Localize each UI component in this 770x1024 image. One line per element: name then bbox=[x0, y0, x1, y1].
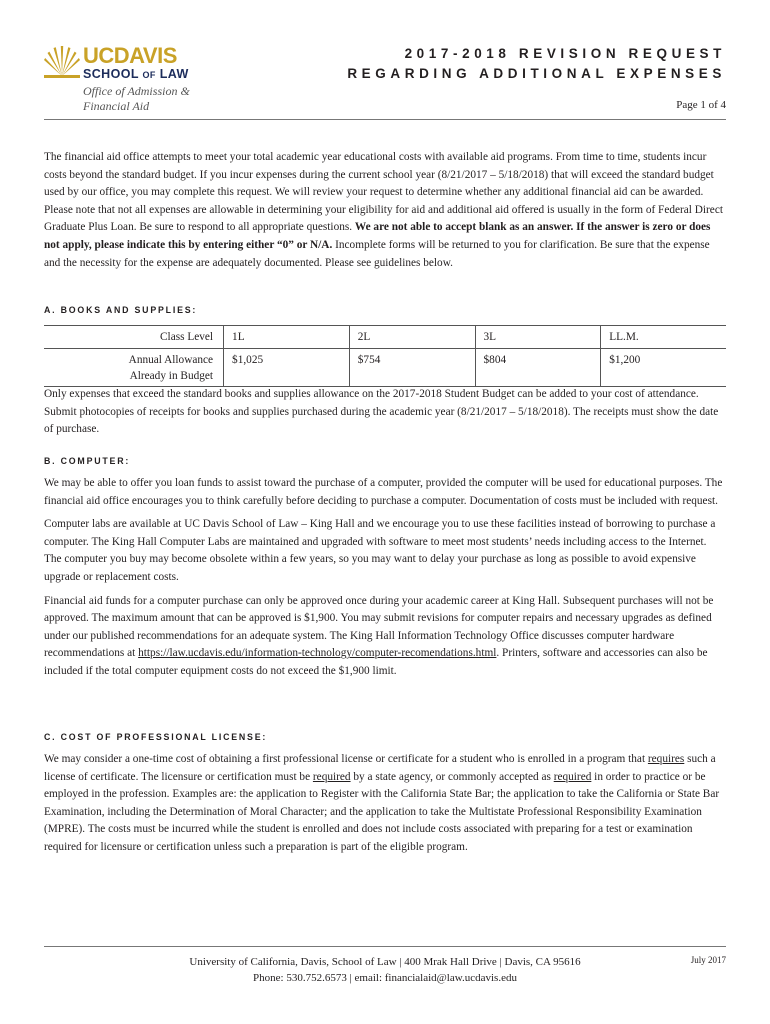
logo-school-of-law-text bbox=[83, 67, 189, 82]
logo-ucdavis-text: UCDAVIS bbox=[83, 43, 177, 68]
license-paragraph bbox=[44, 751, 726, 857]
logo-law-word: LAW bbox=[159, 67, 189, 81]
computer-section bbox=[44, 475, 726, 681]
license-underline-required-1: required bbox=[312, 770, 351, 783]
table-row bbox=[44, 326, 726, 349]
title-line-2: REGARDING ADDITIONAL EXPENSES bbox=[347, 66, 726, 81]
computer-paragraph-3b: . Printers, software and accessories can also be included if the total computer equipment costs do not exceed the $1,900 limit. bbox=[44, 647, 708, 677]
license-text-2: such a license of certificate. The licensure or certification must be bbox=[44, 753, 716, 783]
books-heading: A. BOOKS AND SUPPLIES: bbox=[44, 305, 198, 315]
logo-school-word: SCHOOL bbox=[83, 67, 139, 81]
sunburst-icon bbox=[44, 42, 80, 78]
level-2l: 2L bbox=[349, 326, 475, 349]
license-heading: C. COST OF PROFESSIONAL LICENSE: bbox=[44, 732, 268, 742]
footer-date: July 2017 bbox=[690, 955, 726, 965]
license-section bbox=[44, 751, 726, 857]
level-llm: LL.M. bbox=[601, 326, 726, 349]
license-text-1: We may consider a one-time cost of obtaining a first professional license or certificate for a student who is enrolled in a program that bbox=[44, 753, 648, 765]
table-row bbox=[44, 349, 726, 387]
computer-paragraph-3 bbox=[44, 593, 726, 681]
footer-address: University of California, Davis, School of Law | 400 Mrak Hall Drive | Davis, CA 95616 bbox=[189, 956, 581, 968]
allowance-label-line-1: Annual Allowance bbox=[128, 354, 214, 366]
books-allowance-table bbox=[44, 325, 726, 387]
document-title bbox=[347, 44, 726, 84]
level-1l: 1L bbox=[224, 326, 350, 349]
allowance-label-line-2: Already in Budget bbox=[129, 370, 214, 382]
header-divider bbox=[44, 119, 726, 120]
footer-divider bbox=[44, 946, 726, 947]
logo-of-word: OF bbox=[142, 70, 156, 80]
license-underline-requires: requires bbox=[647, 753, 685, 765]
level-3l: 3L bbox=[475, 326, 601, 349]
license-underline-required-2: required bbox=[553, 770, 592, 783]
computer-recommendations-link[interactable]: https://law.ucdavis.edu/information-technology/computer-recomendations.html bbox=[138, 647, 497, 660]
intro-text: The financial aid office attempts to meet your total academic year educational costs with available aid programs. From time to time, students incur costs beyond the standard budget. If you incur expenses during the current school year (8/21/2017 – 5/18/2018) that will exceed the standard budget used by our office, you may complete this request. We will review your request to determine whether any additional financial aid can be awarded. Please note that not all expenses are allowable in determining your eligibility for aid and additional aid offered is usually in the form of Federal Direct Graduate Plus Loan. Be sure to respond to all appropriate questions. bbox=[44, 151, 723, 234]
books-note-section bbox=[44, 386, 726, 439]
computer-paragraph-3a: Financial aid funds for a computer purchase can only be approved once during your academic career at King Hall. Subsequent purchases will not be approved. The maximum amount that can be approved is $1,900. You may submit revisions for computer repairs and necessary upgrades as defined under our published recommendations for an adequate system. The King Hall Information Technology Office discusses computer hardware recommendations at bbox=[44, 594, 714, 660]
title-line-1: 2017-2018 REVISION REQUEST bbox=[404, 46, 726, 61]
computer-paragraph-1: We may be able to offer you loan funds to assist toward the purchase of a computer, provided the computer will be used for educational purposes. The financial aid office encourages you to think carefully before deciding to purchase a computer. Documentation of costs must be included with request. bbox=[44, 477, 723, 507]
allowance-1l: $1,025 bbox=[224, 349, 350, 387]
allowance-label bbox=[44, 349, 224, 387]
books-note: Only expenses that exceed the standard books and supplies allowance on the 2017-2018 Student Budget can be added to your cost of attendance. Submit photocopies of receipts for books and supplies purchased during the academic year (8/21/2017 – 5/18/2018). The receipts must show the date of purchase. bbox=[44, 388, 719, 436]
computer-paragraph-2: Computer labs are available at UC Davis School of Law – King Hall and we encourage you to use these facilities instead of borrowing to purchase a computer. The King Hall Computer Labs are maintained and upgraded with software to meet most students’ needs including access to the Internet. The computer you buy may become obsolete within a few years, so you may want to delay your purchase as long as possible to avoid expensive upgrade or replacement costs. bbox=[44, 518, 716, 583]
footer bbox=[44, 954, 726, 986]
license-text-4: in order to practice or be employed in the profession. Examples are: the application to Register with the California State Bar; the application to take the California or State Bar Examination, including the Determination of Moral Character; and the application to take the Multistate Professional Responsibility Examination (MPRE). The costs must be incurred while the student is enrolled and does not include costs associated with preparing for a test or examination required for licensure or certification unless such a preparation is part of the eligible program. bbox=[44, 770, 720, 853]
intro-tail: Incomplete forms will be returned to you for clarification. Be sure that the expense and the necessity for the expense are adequately documented. Please see guidelines below. bbox=[44, 238, 710, 269]
allowance-3l: $804 bbox=[475, 349, 601, 387]
page-number: Page 1 of 4 bbox=[676, 99, 726, 111]
office-line-2: Financial Aid bbox=[83, 99, 150, 113]
allowance-llm: $1,200 bbox=[601, 349, 726, 387]
license-text-3: by a state agency, or commonly accepted as bbox=[350, 770, 554, 783]
computer-heading: B. COMPUTER: bbox=[44, 456, 131, 466]
intro-section bbox=[44, 149, 726, 272]
class-level-label: Class Level bbox=[44, 326, 224, 349]
office-line-1: Office of Admission & bbox=[83, 84, 190, 98]
footer-contact: Phone: 530.752.6573 | email: financialaid@law.ucdavis.edu bbox=[253, 972, 517, 984]
intro-paragraph bbox=[44, 149, 726, 272]
office-name bbox=[83, 84, 190, 114]
allowance-2l: $754 bbox=[349, 349, 475, 387]
intro-bold-notice: We are not able to accept blank as an answer. If the answer is zero or does not apply, please indicate this by entering either “0” or N/A. bbox=[44, 221, 711, 251]
